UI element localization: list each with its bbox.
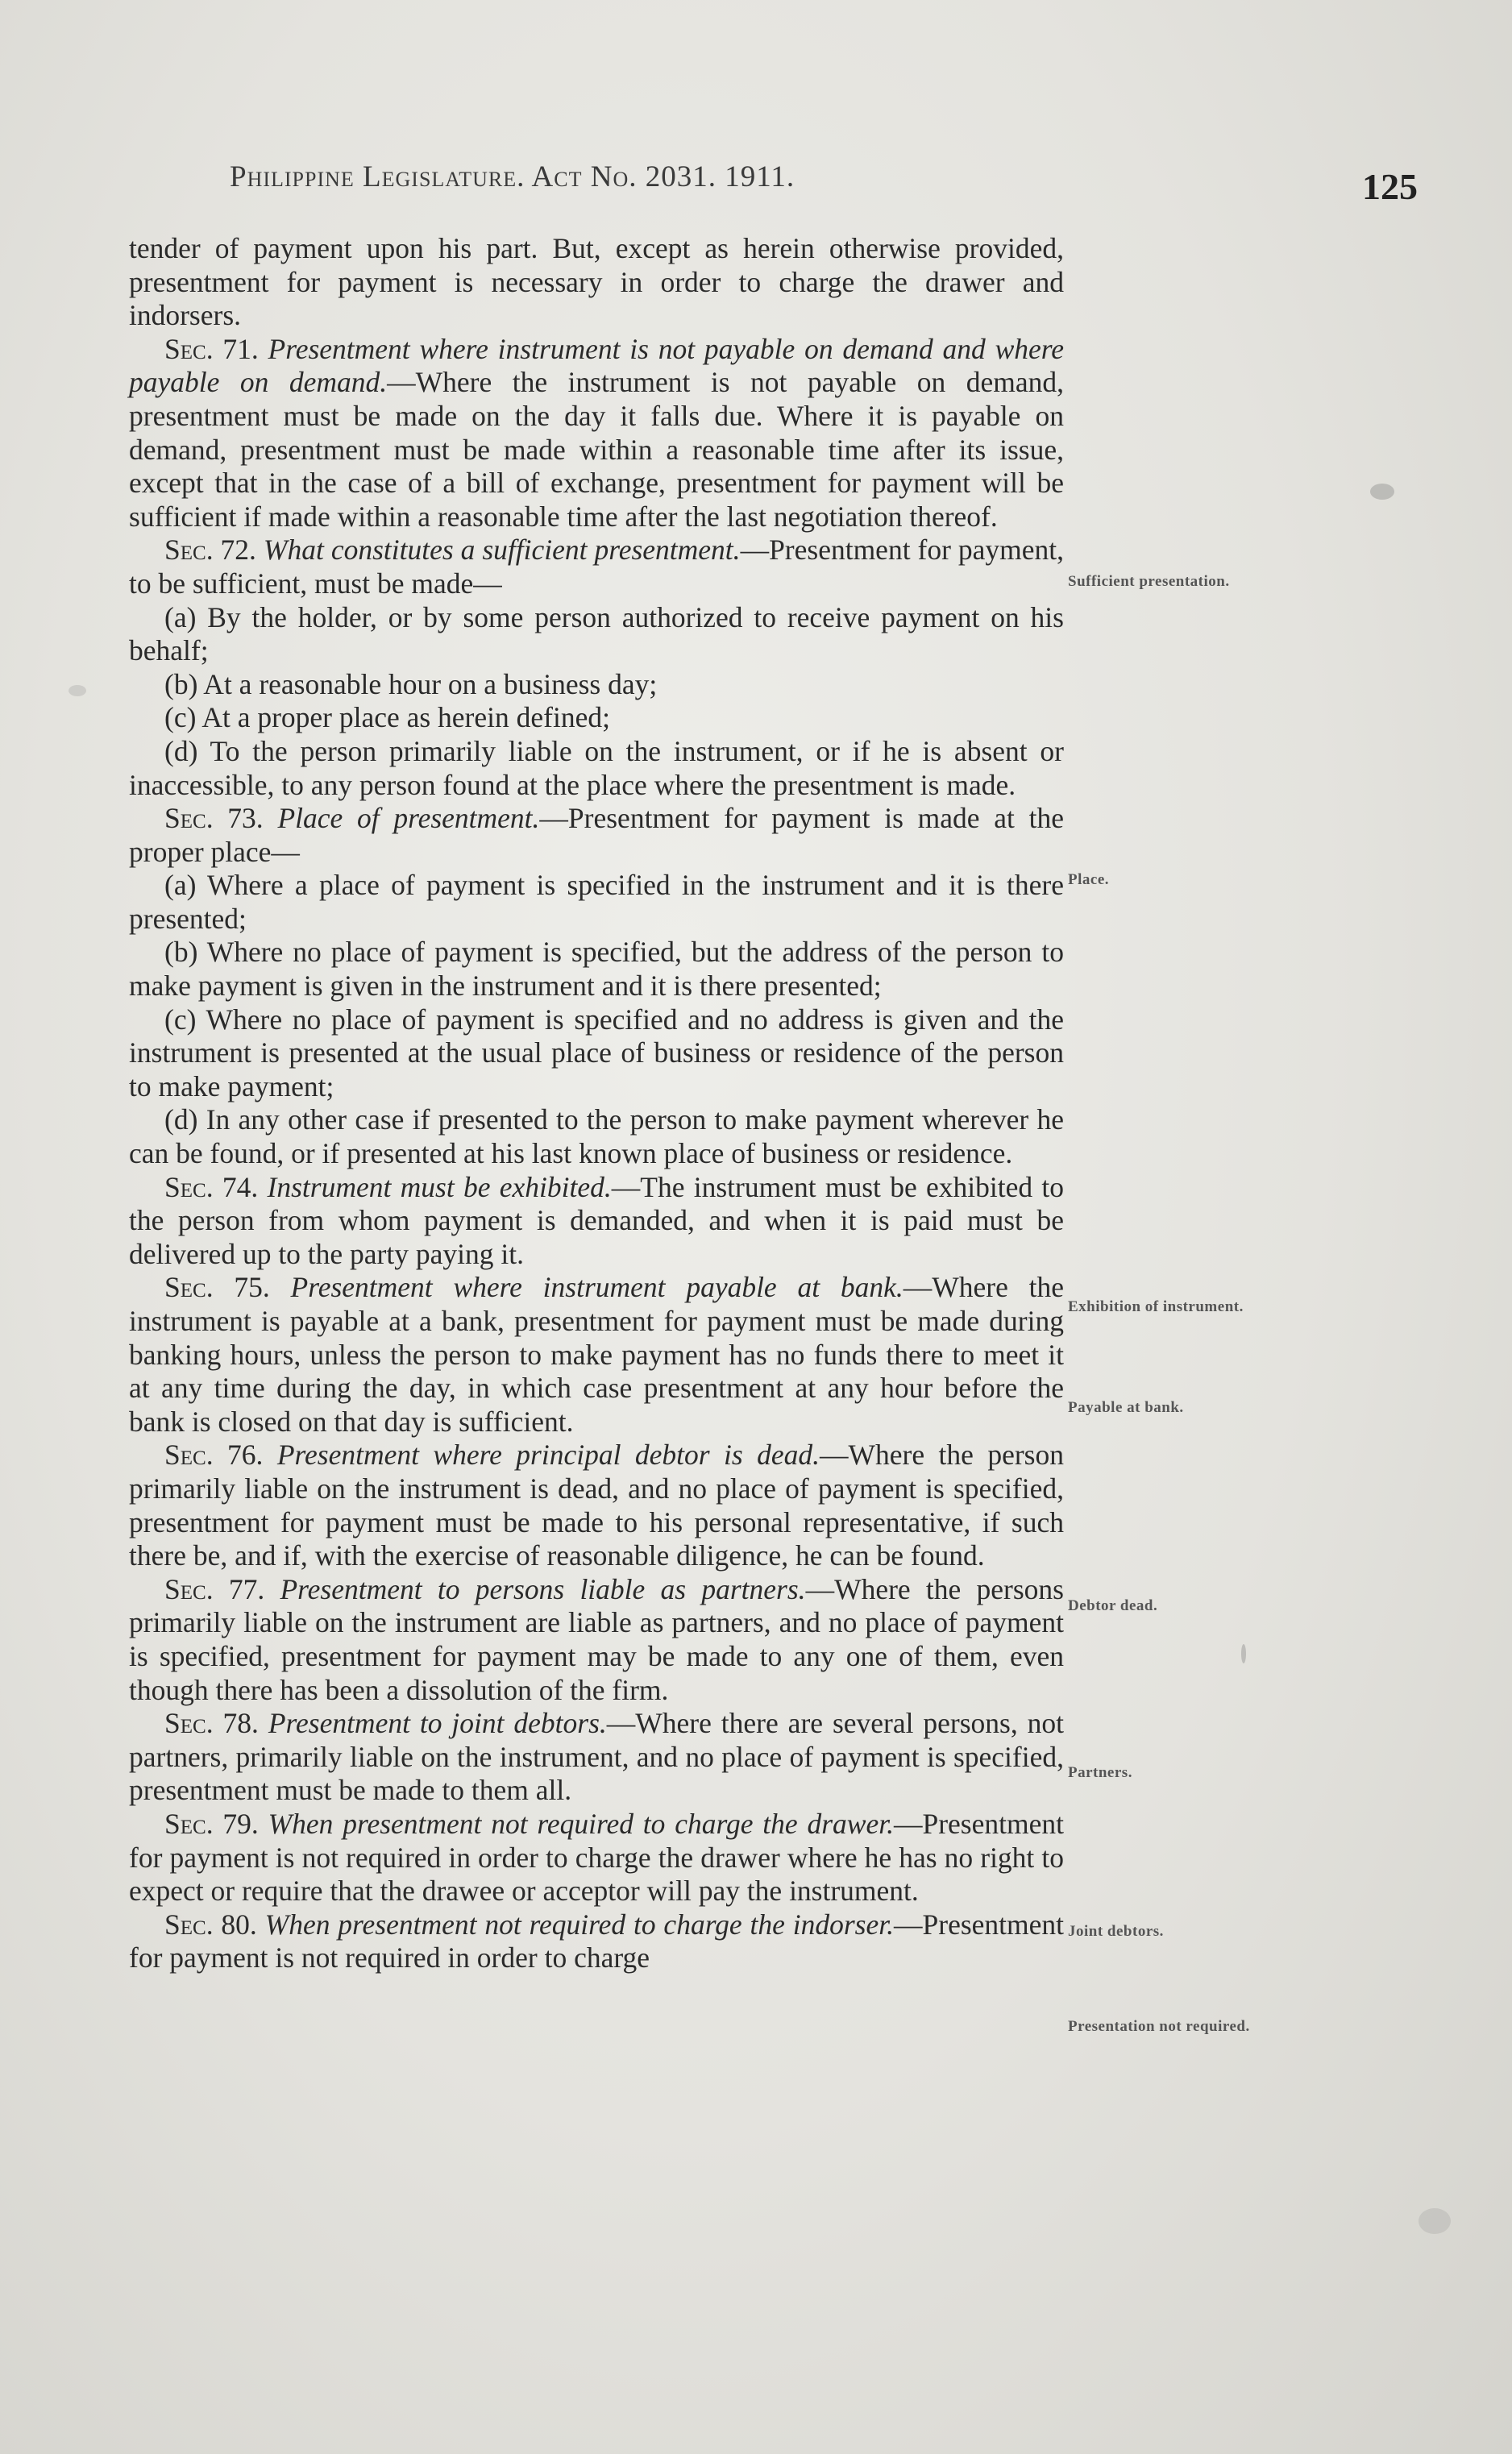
section-number: Sec. 71. xyxy=(164,332,259,365)
section-title: Presentment where instrument payable at bank. xyxy=(290,1271,903,1304)
running-head: Philippine Legislature. Act No. 2031. 1911. xyxy=(230,160,795,193)
margin-note-place: Place. xyxy=(1068,871,1110,888)
section-text: —Presentment for payment is made at the proper place— xyxy=(129,802,1065,868)
section-76 xyxy=(129,1439,1064,1572)
section-number: Sec. 72. xyxy=(164,534,256,567)
section-title: Instrument must be exhibited. xyxy=(267,1170,612,1203)
section-text: —The instrument must be exhibited to the person from whom payment is demanded, and when it is paid must be delivered up to the party paying it. xyxy=(129,1170,1064,1270)
section-78 xyxy=(129,1707,1064,1808)
clause: (c) At a proper place as herein defined; xyxy=(164,701,610,734)
margin-note-payable-at-bank: Payable at bank. xyxy=(1068,1399,1184,1416)
section-77 xyxy=(129,1573,1064,1707)
body-text xyxy=(129,232,1064,1975)
section-text: —Where the instrument is payable at a bank, presentment for payment must be made during banking hours, unless the person to make payment has no funds there to meet it at any time during the day, in which case presentment at any hour before the bank is closed on that day is sufficient. xyxy=(129,1271,1065,1438)
clause: (c) Where no place of payment is specified and no address is given and the instrument is presented at the usual place of business or residence of the person to make payment; xyxy=(129,1003,1064,1102)
section-73 xyxy=(129,802,1064,869)
section-title: Presentment to persons liable as partners. xyxy=(280,1572,806,1605)
section-text: —Where there are several persons, not partners, primarily liable on the instrument, and no place of payment is specified, presentment must be made to them all. xyxy=(129,1707,1065,1807)
section-72 xyxy=(129,534,1064,600)
section-number: Sec. 79. xyxy=(164,1807,259,1840)
page-number: 125 xyxy=(1362,166,1418,207)
section-number: Sec. 74. xyxy=(164,1170,259,1203)
section-number: Sec. 80. xyxy=(164,1908,257,1941)
clause: (d) In any other case if presented to the person to make payment wherever he can be found, or if presented at his last known place of business or residence. xyxy=(129,1103,1064,1170)
paper-blemish xyxy=(69,685,86,696)
section-text: —Where the person primarily liable on the instrument is dead, and no place of payment is specified, presentment for payment must be made to his personal representative, if such there be, and if, with the exercise of reasonable diligence, he can be found. xyxy=(129,1439,1064,1572)
section-number: Sec. 77. xyxy=(164,1572,265,1605)
section-title: When presentment not required to charge the drawer. xyxy=(268,1807,894,1840)
section-number: Sec. 78. xyxy=(164,1707,259,1740)
section-80 xyxy=(129,1908,1064,1975)
section-text: —Where the instrument is not payable on demand, presentment must be made on the day it falls due. Where it is payable on demand, presentment must be made within a reasonable time after its issue, except that in the case of a bill of exchange, presentment for payment will be sufficient if made within a reasonable time after the last negotiation thereof. xyxy=(129,366,1064,533)
paper-blemish xyxy=(1419,2208,1451,2234)
clause: (a) By the holder, or by some person authorized to receive payment on his behalf; xyxy=(129,600,1064,667)
paper-blemish xyxy=(1370,484,1394,500)
margin-note-partners: Partners. xyxy=(1068,1764,1132,1781)
section-74 xyxy=(129,1171,1064,1272)
section-text: —Presentment for payment is not required in order to charge the drawer where he has no right to expect or require that the drawee or acceptor will pay the instrument. xyxy=(129,1807,1064,1908)
section-75 xyxy=(129,1271,1064,1439)
section-number: Sec. 76. xyxy=(164,1439,264,1472)
section-title: Presentment where instrument is not payable on demand and where payable on demand. xyxy=(129,332,1065,399)
section-title: When presentment not required to charge the indorser. xyxy=(264,1908,894,1941)
margin-note-presentation-not-required: Presentation not required. xyxy=(1068,2018,1250,2035)
clause: (a) Where a place of payment is specified in the instrument and it is there presented; xyxy=(129,869,1064,935)
section-title: Presentment to joint debtors. xyxy=(268,1707,607,1740)
section-number: Sec. 75. xyxy=(164,1271,270,1304)
section-title: What constitutes a sufficient presentment. xyxy=(263,534,741,567)
margin-note-joint-debtors: Joint debtors. xyxy=(1068,1923,1164,1940)
section-text: —Where the persons primarily liable on the instrument are liable as partners, and no place of payment is specified, presentment for payment may be made to any one of them, even though there has been a dissolution of the firm. xyxy=(129,1572,1064,1706)
section-title: Place of presentment. xyxy=(277,802,540,835)
clause: (b) Where no place of payment is specified, but the address of the person to make payment is given in the instrument and it is there presented; xyxy=(129,936,1064,1003)
clause: (b) At a reasonable hour on a business day; xyxy=(164,667,658,700)
section-71 xyxy=(129,333,1064,534)
paper-blemish xyxy=(1241,1644,1246,1663)
clause: (d) To the person primarily liable on the instrument, or if he is absent or inaccessible, to any person found at the place where the presentment is made. xyxy=(129,734,1064,801)
section-number: Sec. 73. xyxy=(164,802,264,835)
section-79 xyxy=(129,1808,1064,1908)
margin-note-sufficient-presentation: Sufficient presentation. xyxy=(1068,573,1230,590)
section-text: —Presentment for payment, to be sufficient, must be made— xyxy=(129,534,1065,600)
margin-note-debtor-dead: Debtor dead. xyxy=(1068,1597,1158,1614)
section-title: Presentment where principal debtor is dead. xyxy=(276,1439,820,1472)
section-text: —Presentment for payment is not required in order to charge xyxy=(129,1908,1064,1974)
margin-note-exhibition: Exhibition of instrument. xyxy=(1068,1298,1244,1315)
paragraph: tender of payment upon his part. But, except as herein otherwise provided, presentment for payment is necessary in order to charge the drawer and indorsers. xyxy=(129,232,1064,332)
